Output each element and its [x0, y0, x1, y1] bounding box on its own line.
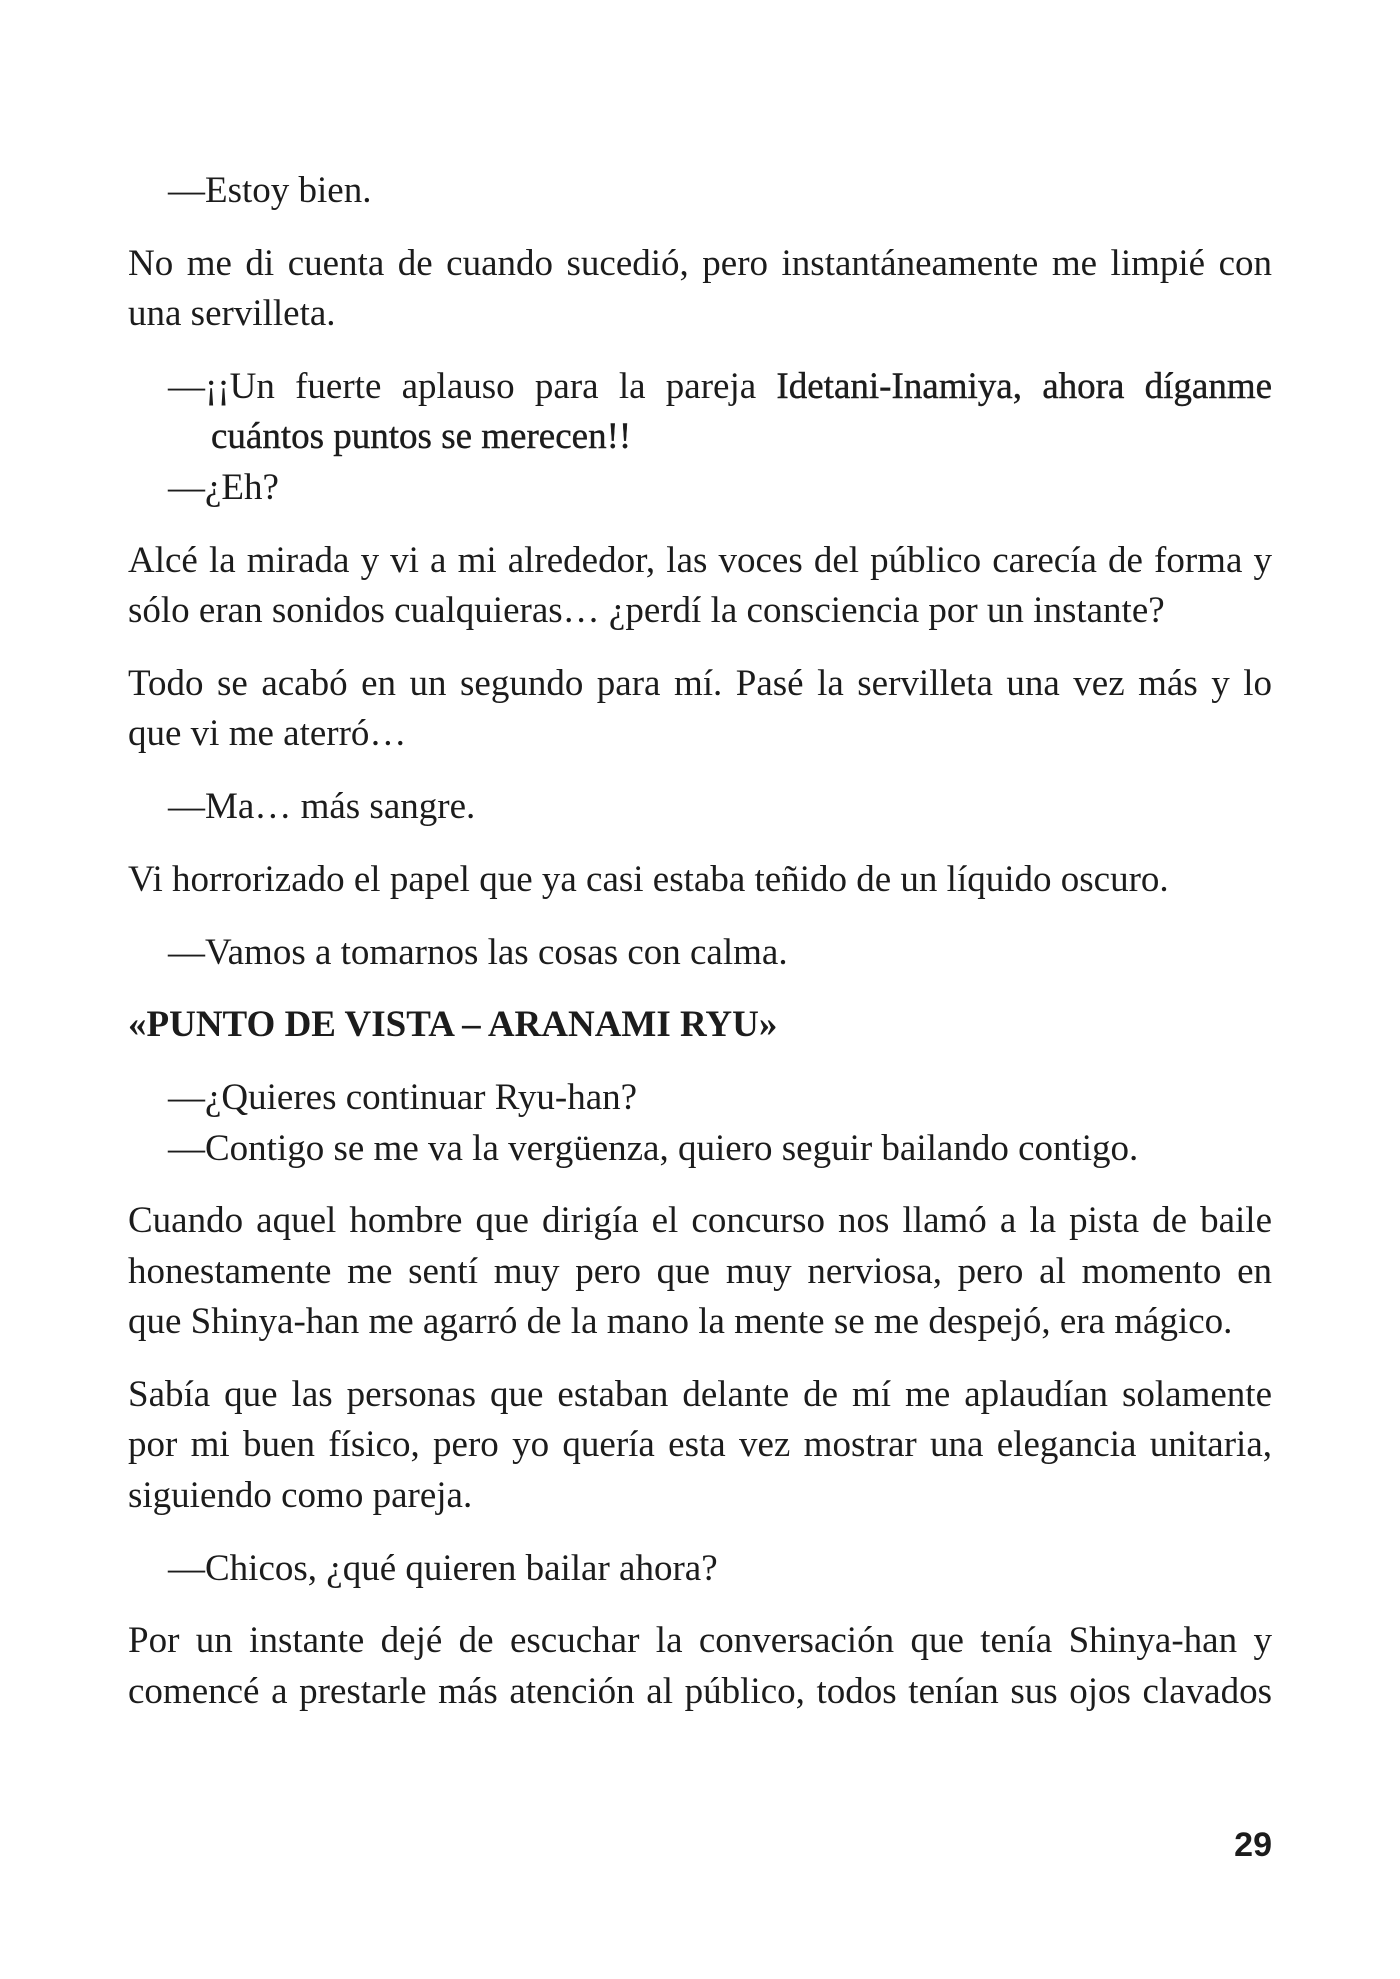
text-line: Cuando aquel hombre que dirigía el concurso nos llamó a la pista de baile	[128, 1200, 1272, 1242]
text-line: —Vamos a tomarnos las cosas con calma.	[168, 931, 788, 973]
text-line: Alcé la mirada y vi a mi alrededor, las voces del público carecía de forma y	[128, 539, 1272, 581]
text-segment: —¡¡Un fuerte aplauso para la pareja	[168, 366, 757, 407]
paragraph	[128, 1196, 1272, 1347]
paragraph	[128, 855, 1272, 905]
dialogue-line	[128, 463, 1272, 513]
text-line: honestamente me sentí muy pero que muy nerviosa, pero al momento en	[128, 1250, 1272, 1292]
text-line: que Shinya-han me agarró de la mano la mente se me despejó, era mágico.	[128, 1301, 1233, 1343]
dialogue-line	[128, 1544, 1272, 1594]
paragraph	[128, 239, 1272, 340]
dialogue-line	[128, 362, 1272, 463]
text-line	[168, 362, 1272, 412]
text-line: No me di cuenta de cuando sucedió, pero instantáneamente me limpié con	[128, 242, 1272, 284]
section-heading	[128, 1000, 1272, 1050]
text-line: —Estoy bien.	[168, 170, 372, 211]
text-line: una servilleta.	[128, 293, 336, 335]
dialogue-line	[128, 1124, 1272, 1174]
paragraph	[128, 536, 1272, 637]
paragraph	[128, 659, 1272, 760]
text-line: «PUNTO DE VISTA – ARANAMI RYU»	[128, 1004, 778, 1046]
text-line: sólo eran sonidos cualquieras… ¿perdí la consciencia por un instante?	[128, 590, 1165, 632]
dialogue-line	[128, 782, 1272, 832]
text-line: —¿Quieres continuar Ryu-han?	[168, 1077, 638, 1119]
text-segment: Idetani-Inamiya, ahora díganme	[776, 366, 1273, 407]
text-line: —¿Eh?	[168, 466, 279, 508]
page-number: 29	[1234, 1826, 1272, 1864]
text-line: —Chicos, ¿qué quieren bailar ahora?	[168, 1547, 718, 1589]
text-line: cuántos puntos se merecen!!	[211, 416, 632, 458]
text-line: Vi horrorizado el papel que ya casi estaba teñido de un líquido oscuro.	[128, 858, 1169, 900]
text-line: —Ma… más sangre.	[168, 786, 476, 828]
text-line: que vi me aterró…	[128, 713, 407, 755]
text-line: —Contigo se me va la vergüenza, quiero seguir bailando contigo.	[168, 1127, 1139, 1169]
dialogue-line	[128, 166, 1272, 216]
text-line: Sabía que las personas que estaban delante de mí me aplaudían solamente	[128, 1374, 1272, 1416]
text-line: siguiendo como pareja.	[128, 1474, 473, 1516]
text-line: por mi buen físico, pero yo quería esta vez mostrar una elegancia unitaria,	[128, 1424, 1272, 1466]
dialogue-line	[128, 928, 1272, 978]
dialogue-line	[128, 1073, 1272, 1123]
paragraph	[128, 1616, 1272, 1717]
text-body	[128, 166, 1272, 1740]
text-line: comencé a prestarle más atención al público, todos tenían sus ojos clavados	[128, 1670, 1272, 1712]
text-line: Todo se acabó en un segundo para mí. Pasé la servilleta una vez más y lo	[128, 662, 1272, 704]
paragraph	[128, 1370, 1272, 1521]
text-line: Por un instante dejé de escuchar la conversación que tenía Shinya-han y	[128, 1620, 1272, 1662]
